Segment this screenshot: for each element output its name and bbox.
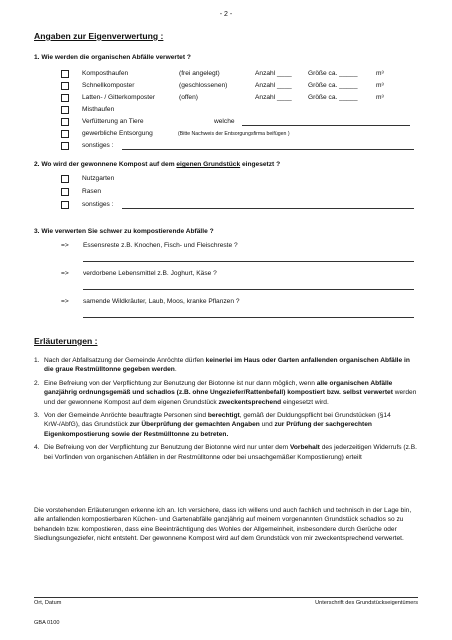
place-date-label: Ort, Datum [34,600,62,606]
anzahl-field[interactable]: Anzahl ____ [255,94,292,101]
option-label: Rasen [82,188,102,195]
unit-label: m³ [376,94,384,101]
unit-label: m³ [376,70,384,77]
option-note: (geschlossenen) [179,82,228,89]
list-item: 2. Eine Befreiung von der Verpflichtung zur Benutzung der Biotonne ist nur dann möglich, wenn alle organischen Abfälle ganzjährig ordnungsgemäß und schadlos (z.B. ohne Ungeziefer/Rattenbefall) kompostiert bzw. selbst verwertet werden und der gewonnene Kompost auf dem eigenen Grundstück zweckentsprechend eingesetzt wird. [34,379,417,406]
checkbox-nutzgarten[interactable] [61,175,69,183]
option-label: sonstiges : [82,201,114,208]
section-title-erlaeuterungen: Erläuterungen : [34,336,98,346]
sonstiges-input-line[interactable] [122,208,414,209]
option-note: (frei angelegt) [179,70,220,77]
groesse-field[interactable]: Größe ca. _____ [308,70,358,77]
welche-label: welche [214,118,235,125]
question-1: 1. Wie werden die organischen Abfälle verwertet ? [34,54,191,61]
checkbox-gitterkomposter[interactable] [61,94,69,102]
option-label: Komposthaufen [82,70,129,77]
list-item: 1. Nach der Abfallsatzung der Gemeinde Anröchte dürfen keinerlei im Haus oder Garten anfallenden organischen Abfälle in die graue Restmülltonne gegeben werden. [34,357,410,374]
arrow-marker: => [61,270,69,277]
option-label: Verfütterung an Tiere [82,118,144,125]
arrow-marker: => [61,298,69,305]
anzahl-field[interactable]: Anzahl ____ [255,70,292,77]
q3-item: samende Wildkräuter, Laub, Moos, kranke Pflanzen ? [83,298,240,305]
anzahl-field[interactable]: Anzahl ____ [255,82,292,89]
checkbox-sonstiges-2[interactable] [61,201,69,209]
answer-line[interactable] [83,261,414,262]
explanation-list [34,356,418,462]
answer-line[interactable] [83,289,414,290]
list-item: 3. Von der Gemeinde Anröchte beauftragte Personen sind berechtigt, gemäß der Duldungspflicht bei Grundstücken (§14 KrW-/AbfG), das Grundstück zur Überprüfung der gemachten Angaben und zur Prüfung der sachgerechten Eigenkompostierung sowie der Restmülltonne zu betreten. [34,412,391,438]
answer-line[interactable] [83,317,414,318]
checkbox-komposthaufen[interactable] [61,70,69,78]
welche-input-line[interactable] [242,125,410,126]
option-label: Nutzgarten [82,175,115,182]
groesse-field[interactable]: Größe ca. _____ [308,94,358,101]
q3-item: verdorbene Lebensmittel z.B. Joghurt, Käse ? [83,270,217,277]
option-label: gewerbliche Entsorgung [82,130,153,137]
list-item: 4. Die Befreiung von der Verpflichtung zur Benutzung der Biotonne wird nur unter dem Vorbehalt des jederzeitigen Widerrufs (z.B. bei Vorfinden von organischen Abfällen in der Restmülltonne oder bei unsachgemäßer Kompostierung) erteilt [34,444,417,461]
page-number: - 2 - [219,11,233,18]
option-label: Latten- / Gitterkomposter [82,94,155,101]
q3-item: Essensreste z.B. Knochen, Fisch- und Fleischreste ? [83,242,238,249]
checkbox-gewerbliche-entsorgung[interactable] [61,130,69,138]
checkbox-misthaufen[interactable] [61,106,69,114]
option-hint: (Bitte Nachweis der Entsorgungsfirma beifügen ) [178,131,290,137]
sonstiges-input-line[interactable] [122,149,414,150]
option-label: Misthaufen [82,106,115,113]
checkbox-schnellkomposter[interactable] [61,82,69,90]
checkbox-rasen[interactable] [61,188,69,196]
option-label: Schnellkomposter [82,82,135,89]
checkbox-sonstiges-1[interactable] [61,142,69,150]
signature-line[interactable] [34,597,418,598]
arrow-marker: => [61,242,69,249]
unit-label: m³ [376,82,384,89]
option-label: sonstiges : [82,142,114,149]
option-note: (offen) [179,94,198,101]
question-2: 2. Wo wird der gewonnene Kompost auf dem eigenen Grundstück eingesetzt ? [34,161,281,168]
owner-signature-label: Unterschrift des Grundstückseigentümers [315,600,418,606]
section-title-eigenverwertung: Angaben zur Eigenverwertung : [34,31,164,41]
question-3: 3. Wie verwerten Sie schwer zu kompostierende Abfälle ? [34,228,214,235]
groesse-field[interactable]: Größe ca. _____ [308,82,358,89]
form-code: GBA 0100 [34,620,60,626]
checkbox-verfuetterung[interactable] [61,118,69,126]
declaration-paragraph: Die vorstehenden Erläuterungen erkenne ich an. Ich versichere, dass ich willens und auch fachlich und technisch in der Lage bin, alle anfallenden kompostierbaren Küchen- und Gartenabfälle ganzjährig auf meinem vorgenannten Grundstück schadlos so zu behandeln bzw. kompostieren, dass eine Beeinträchtigung des Wohles der Allgemeinheit, insbesondere durch Gerüche oder Siedlungsungeziefer, nicht entsteht. Der gewonnene Kompost wird auf dem Grundstück von mir zweckentsprechend verwertet. [34,507,412,543]
